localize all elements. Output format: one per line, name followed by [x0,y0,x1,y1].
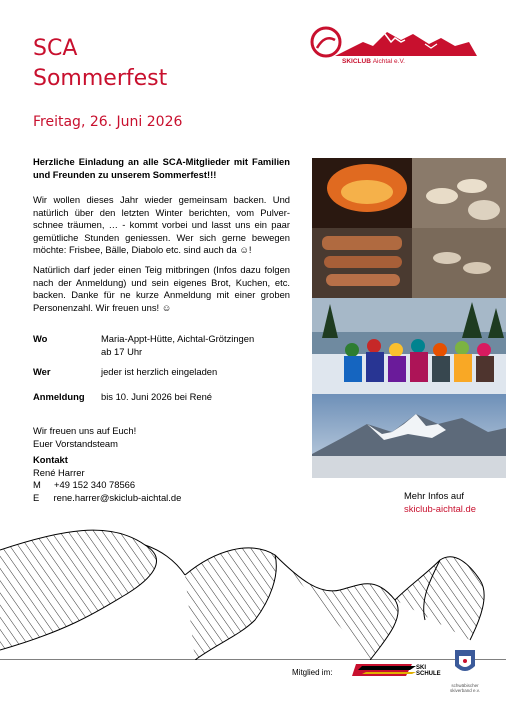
website-link[interactable]: skiclub-aichtal.de [404,503,476,514]
contact-phone[interactable]: +49 152 340 78566 [54,479,136,490]
detail-label: Wo [33,333,48,344]
intro-paragraph-1: Wir wollen dieses Jahr wieder gemeinsam backen. Und natürlich über den letzten Winter berichten, vom Pulver-schnee träumen, … - kommt vorbei und lasst uns ein paar gemütliche Stunden geniessen. Wer sich gerne bewegen möchte: Frisbee, Bälle, Diabolo etc. sind auch da ☺! [33,194,290,255]
detail-label: Anmeldung [33,391,85,402]
closing-line-1: Wir freuen uns auf Euch! [33,425,137,436]
logo-text-rest: Aichtal e.V. [372,58,405,65]
detail-row-wer [33,366,293,379]
contact-phone-row [33,479,293,492]
intro-heading: Herzliche Einladung an alle SCA-Mitglieder mit Familien und Freunden zu unserem Sommerfest!!! [33,156,290,180]
detail-value: Maria-Appt-Hütte, Aichtal-Grötzingen [101,333,255,344]
contact-name: René Harrer [33,466,85,478]
closing-line-2: Euer Vorstandsteam [33,437,118,449]
logo-text-bold: SKICLUB [342,58,371,65]
contact-block [33,454,293,504]
group-ski-photo [312,298,506,394]
phone-label: M [33,479,41,490]
intro-paragraph-2: Natürlich darf jeder einen Teig mitbringen (Infos dazu folgen nach der Anmeldung) und sein eigenes Brot, Kuchen, etc. backen. Danke für ne kurze Anmeldung mit einer groben Personenzahl. Wir freuen uns! ☺ [33,264,290,313]
more-info-label: Mehr Infos auf [404,490,464,501]
ssv-shield-icon [442,648,488,678]
page-title [33,34,167,94]
closing [33,425,136,450]
ssv-logo [442,648,488,696]
baking-photo [312,158,506,298]
detail-value-2: ab 17 Uhr [101,345,143,357]
detail-value: jeder ist herzlich eingeladen [101,366,218,377]
contact-email-row [33,492,293,505]
ssv-text: schwäbischer skiverband e.v. [450,683,480,693]
mountain-photo [312,394,506,478]
contact-email[interactable]: rene.harrer@skiclub-aichtal.de [53,491,182,503]
mountain-sketch [0,520,506,660]
contact-heading: Kontakt [33,454,68,465]
detail-row-wo [33,333,293,359]
member-label: Mitglied im: [292,668,333,677]
email-label: E [33,491,40,503]
dsv-logo [352,660,440,680]
event-date: Freitag, 26. Juni 2026 [33,114,183,130]
detail-label: Wer [33,366,51,377]
title-line-2: Sommerfest [33,66,168,91]
logo-text [342,58,405,65]
detail-row-anmeldung [33,391,293,404]
detail-value: bis 10. Juni 2026 bei René [101,391,213,402]
more-info [404,489,476,515]
title-line-1: SCA [33,36,78,61]
dsv-text: SKI SCHULE [416,665,441,677]
